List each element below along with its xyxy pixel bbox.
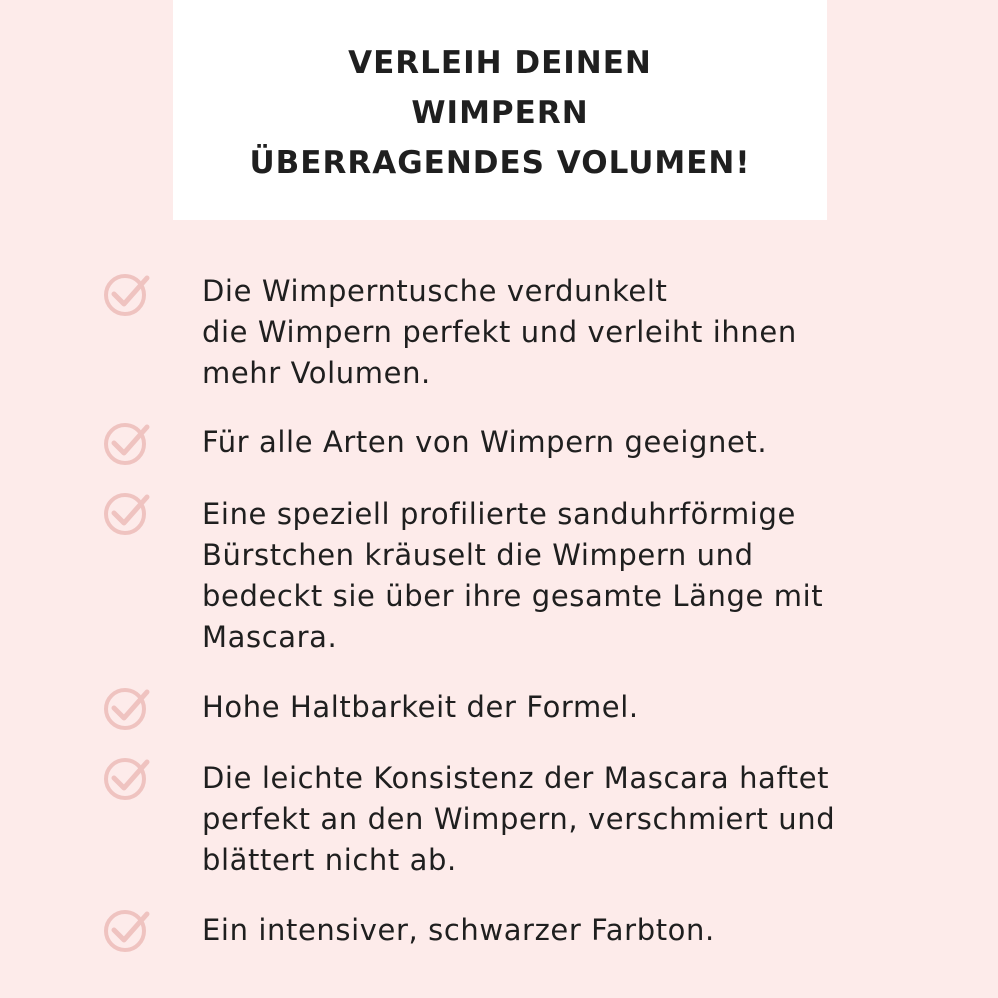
feature-text-line: Mascara. [202, 620, 338, 654]
feature-text [202, 687, 942, 728]
check-circle-icon [103, 418, 151, 466]
feature-text-line: bedeckt sie über ihre gesamte Länge mit [202, 579, 824, 613]
feature-text-line: Die leichte Konsistenz der Mascara haftet [202, 761, 830, 795]
check-circle-icon [103, 753, 151, 801]
feature-text-line: Bürstchen kräuselt die Wimpern und [202, 538, 754, 572]
feature-text-line: Für alle Arten von Wimpern geeignet. [202, 425, 768, 459]
feature-text [202, 271, 942, 394]
check-circle-icon [103, 905, 151, 953]
headline-line: VERLEIH DEINEN [348, 45, 652, 81]
feature-text [202, 494, 942, 658]
feature-text [202, 910, 942, 951]
feature-text-line: die Wimpern perfekt und verleiht ihnen [202, 315, 797, 349]
check-circle-icon [103, 269, 151, 317]
feature-text [202, 422, 942, 463]
feature-text-line: perfekt an den Wimpern, verschmiert und [202, 802, 836, 836]
headline-line: ÜBERRAGENDES VOLUMEN! [249, 145, 751, 181]
feature-text-line: mehr Volumen. [202, 356, 431, 390]
feature-text-line: Die Wimperntusche verdunkelt [202, 274, 668, 308]
check-circle-icon [103, 683, 151, 731]
check-circle-icon [103, 488, 151, 536]
feature-text-line: Hohe Haltbarkeit der Formel. [202, 690, 639, 724]
feature-text-line: Eine speziell profilierte sanduhrförmige [202, 497, 796, 531]
feature-text [202, 758, 942, 881]
headline-line: WIMPERN [411, 95, 589, 131]
feature-text-line: blättert nicht ab. [202, 843, 457, 877]
feature-text-line: Ein intensiver, schwarzer Farbton. [202, 913, 715, 947]
